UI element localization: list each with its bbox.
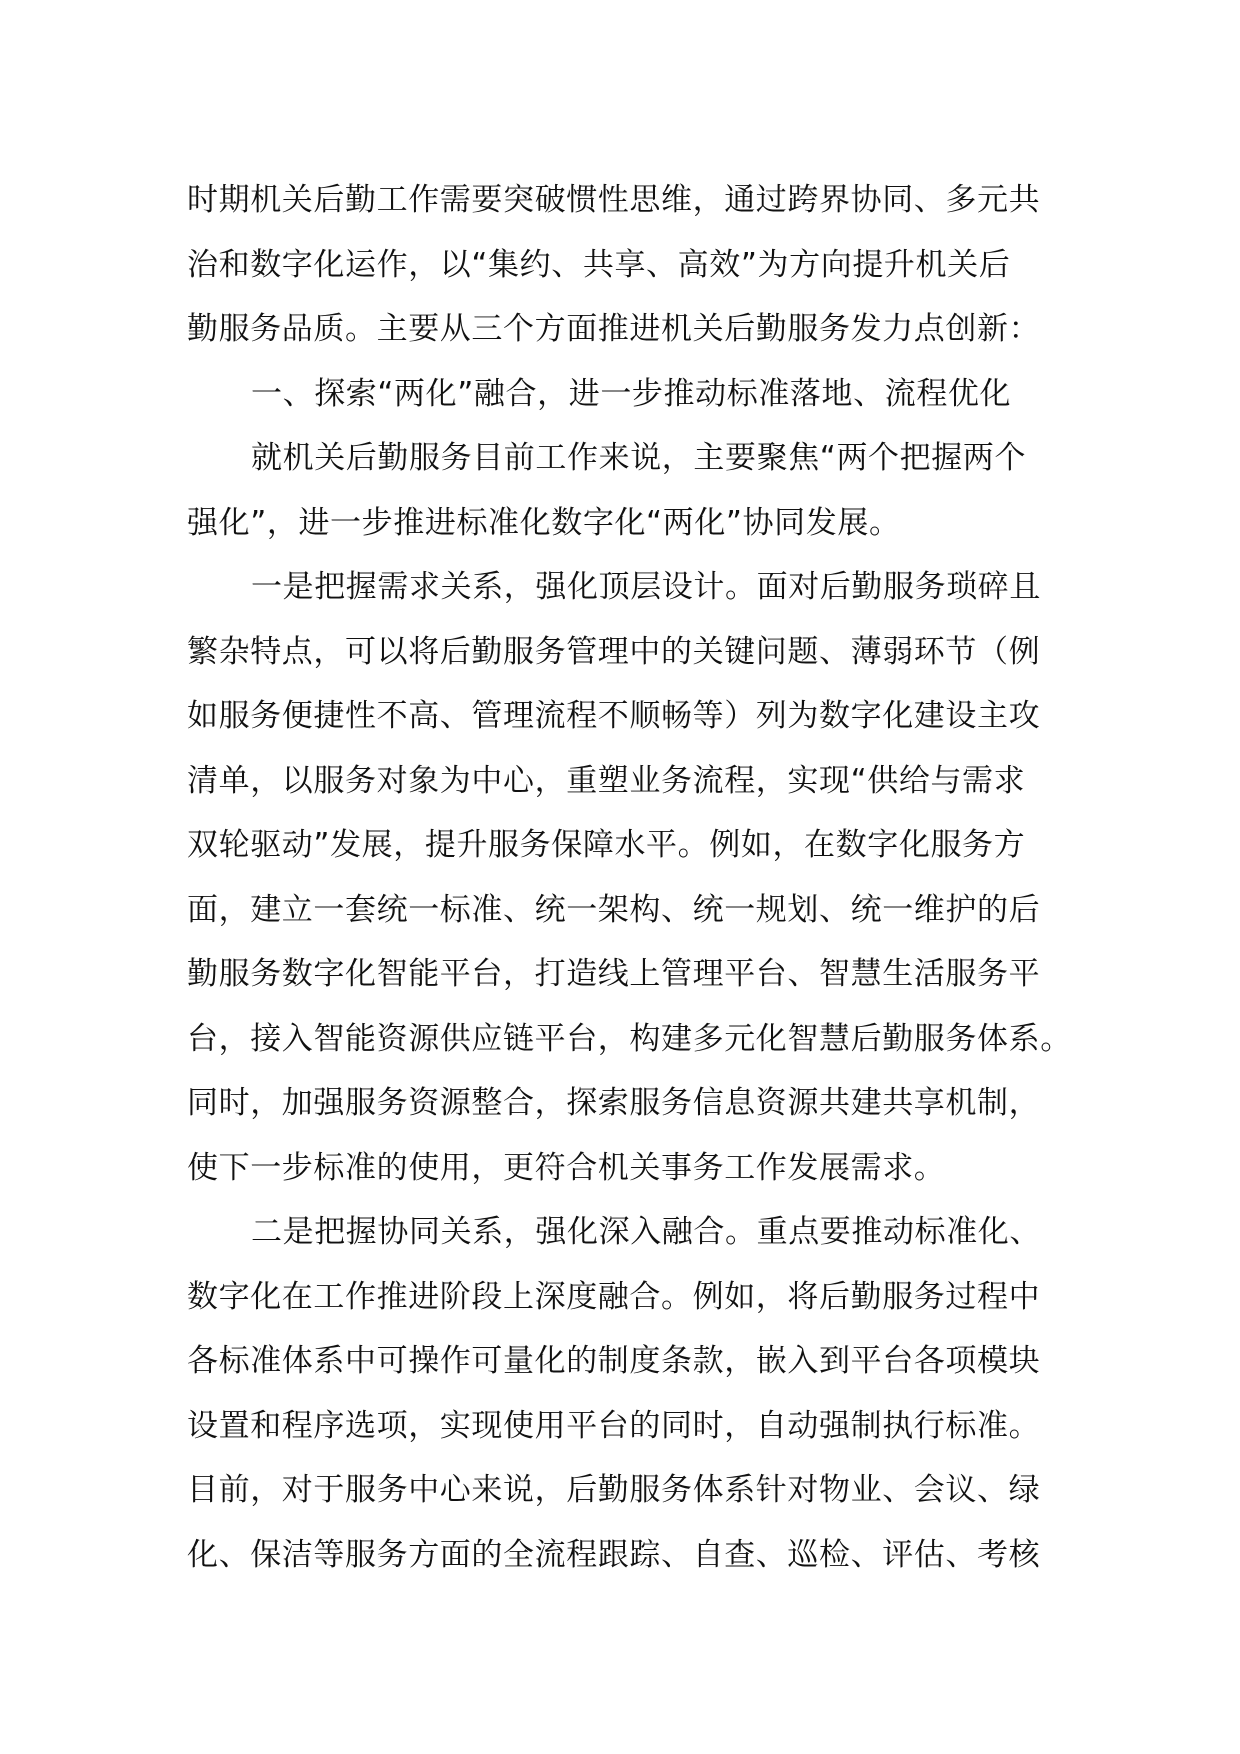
text-line: 如服务便捷性不高、管理流程不顺畅等）列为数字化建设主攻 bbox=[187, 698, 1041, 734]
text-line: 双轮驱动”发展，提升服务保障水平。例如，在数字化服务方 bbox=[187, 827, 1026, 863]
document-body bbox=[187, 168, 1072, 1587]
text-line: 时期机关后勤工作需要突破惯性思维，通过跨界协同、多元共 bbox=[187, 182, 1041, 218]
text-line: 化、保洁等服务方面的全流程跟踪、自查、巡检、评估、考核 bbox=[187, 1536, 1041, 1573]
text-line: 目前，对于服务中心来说，后勤服务体系针对物业、会议、绿 bbox=[187, 1472, 1041, 1508]
text-line: 强化”，进一步推进标准化数字化“两化”协同发展。 bbox=[187, 504, 901, 541]
text-line: 就机关后勤服务目前工作来说，主要聚焦“两个把握两个 bbox=[251, 440, 1027, 476]
text-line: 繁杂特点，可以将后勤服务管理中的关键问题、薄弱环节（例 bbox=[187, 633, 1041, 670]
text-line: 勤服务数字化智能平台，打造线上管理平台、智慧生活服务平 bbox=[187, 956, 1041, 992]
text-line: 台，接入智能资源供应链平台，构建多元化智慧后勤服务体系。 bbox=[187, 1020, 1072, 1057]
text-line: 治和数字化运作，以“集约、共享、高效”为方向提升机关后 bbox=[187, 246, 1011, 283]
text-line: 一是把握需求关系，强化顶层设计。面对后勤服务琐碎且 bbox=[251, 569, 1041, 605]
text-line: 数字化在工作推进阶段上深度融合。例如，将后勤服务过程中 bbox=[187, 1278, 1041, 1315]
text-line: 设置和程序选项，实现使用平台的同时，自动强制执行标准。 bbox=[187, 1407, 1041, 1444]
text-line: 勤服务品质。主要从三个方面推进机关后勤服务发力点创新： bbox=[187, 311, 1041, 347]
text-line: 使下一步标准的使用，更符合机关事务工作发展需求。 bbox=[187, 1149, 946, 1186]
text-line: 清单，以服务对象为中心，重塑业务流程，实现“供给与需求 bbox=[187, 762, 1026, 799]
text-line: 同时，加强服务资源整合，探索服务信息资源共建共享机制， bbox=[187, 1085, 1041, 1121]
section-heading: 一、探索“两化”融合，进一步推动标准落地、流程优化 bbox=[251, 375, 1012, 412]
text-line: 各标准体系中可操作可量化的制度条款，嵌入到平台各项模块 bbox=[187, 1343, 1041, 1379]
text-line: 面，建立一套统一标准、统一架构、统一规划、统一维护的后 bbox=[187, 891, 1041, 928]
text-line: 二是把握协同关系，强化深入融合。重点要推动标准化、 bbox=[251, 1214, 1041, 1250]
